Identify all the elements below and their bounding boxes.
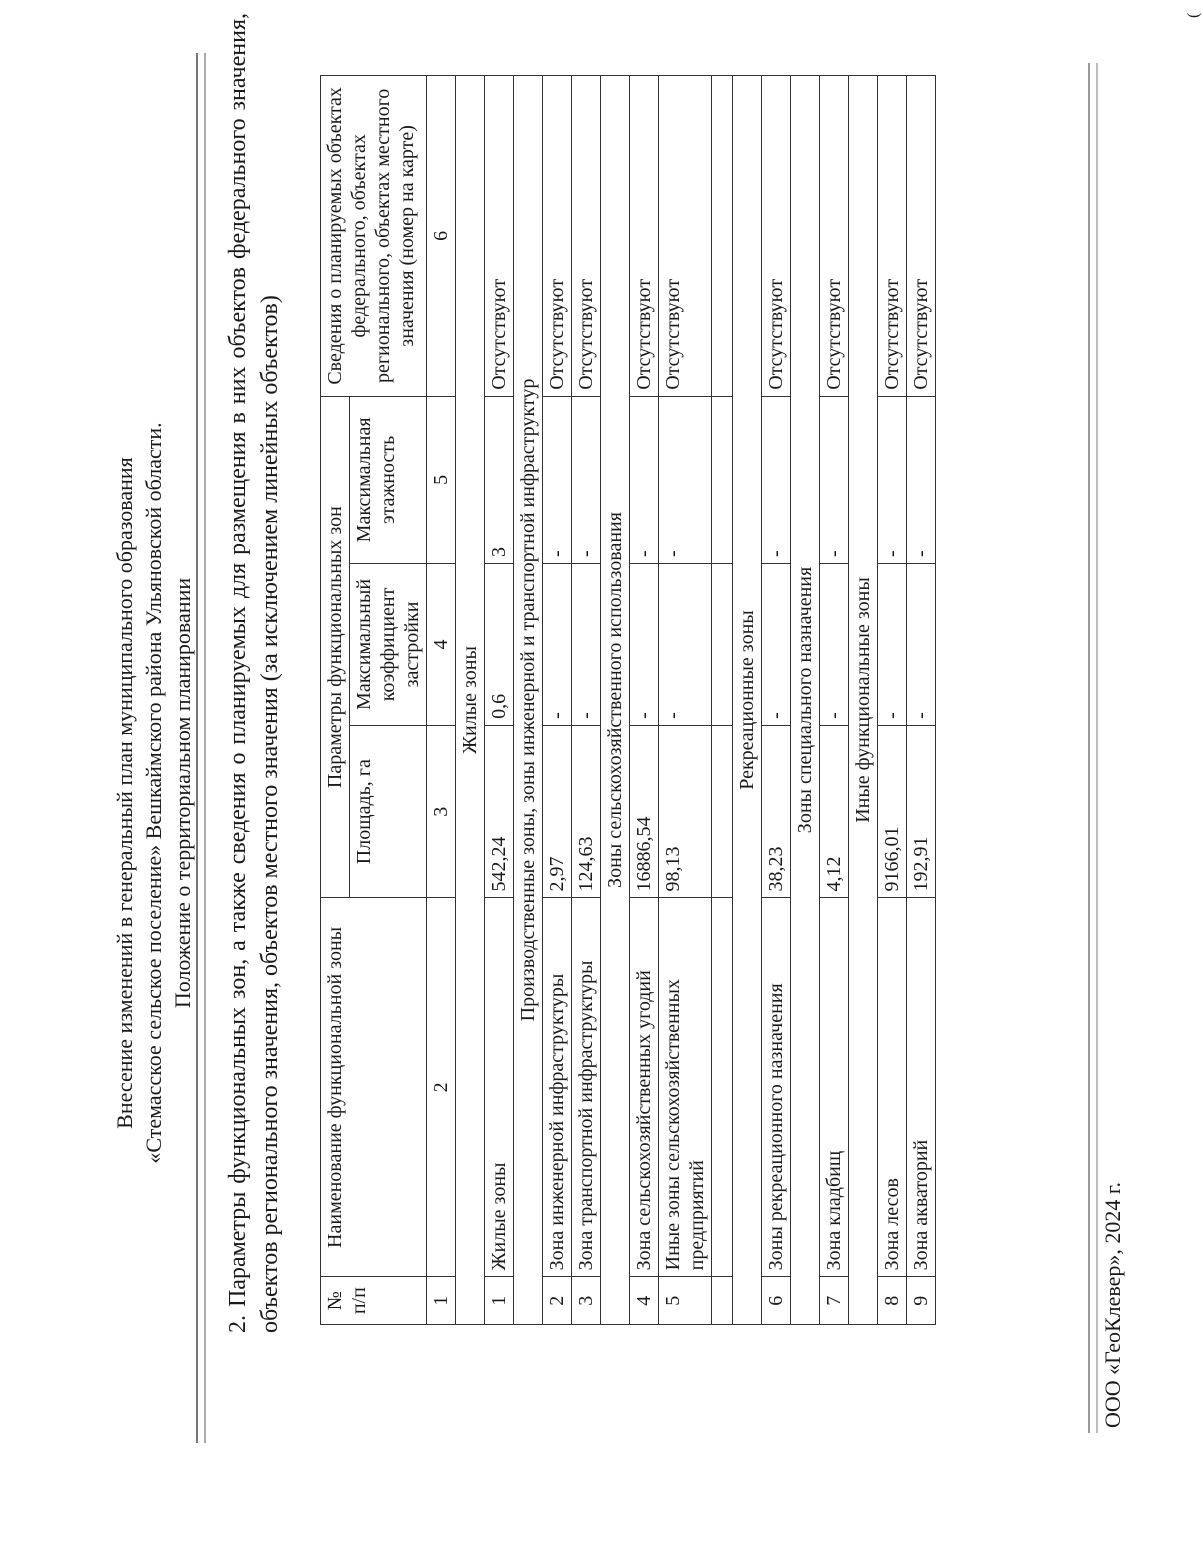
row-area: 4,12	[820, 725, 849, 898]
row-info: Отсутствуют	[630, 76, 659, 397]
section-heading: 2. Параметры функциональных зон, а также сведения о планируемых для размещения в них объектов федерального значения, объектов регионального значения, объектов местного значения (за исключением линейных объектов)	[225, 13, 283, 1333]
row-coef: -	[659, 563, 712, 725]
row-name: Зона акваторий	[907, 898, 936, 1277]
row-name: Зона кладбищ	[820, 898, 849, 1277]
column-number-row	[427, 76, 456, 1325]
row-info: Отсутствуют	[485, 76, 514, 397]
row-info: Отсутствуют	[907, 76, 936, 397]
table-row	[762, 76, 791, 1325]
section-row: Зоны сельскохозяйственного использования	[601, 76, 630, 1325]
row-name: Зона транспортной инфраструктуры	[572, 898, 601, 1277]
section-row: Производственные зоны, зоны инженерной и транспортной инфраструктур	[514, 76, 543, 1325]
row-floors: -	[572, 396, 601, 563]
col-num: 1	[427, 1277, 456, 1325]
row-num: 1	[485, 1277, 514, 1325]
row-num: 4	[630, 1277, 659, 1325]
row-info: Отсутствуют	[820, 76, 849, 397]
row-area: 9166,01	[878, 725, 907, 898]
row-info: Отсутствуют	[659, 76, 712, 397]
header-line-2: «Стемасское сельское поселение» Вешкаймского района Ульяновской области.	[141, 422, 166, 1164]
col-header-params: Параметры функциональных зон	[321, 396, 350, 898]
row-floors: -	[878, 396, 907, 563]
row-area: 542,24	[485, 725, 514, 898]
row-name: Жилые зоны	[485, 898, 514, 1277]
row-area: 192,91	[907, 725, 936, 898]
row-info: Отсутствуют	[572, 76, 601, 397]
row-coef: -	[630, 563, 659, 725]
row-area: 2,97	[543, 725, 572, 898]
row-num: 5	[659, 1277, 712, 1325]
row-num: 6	[762, 1277, 791, 1325]
row-coef: -	[572, 563, 601, 725]
row-coef: -	[878, 563, 907, 725]
section-row: Зоны специального назначения	[791, 76, 820, 1325]
section-row: Жилые зоны	[456, 76, 485, 1325]
row-num: 8	[878, 1277, 907, 1325]
row-name: Иные зоны сельскохозяйственных предприятий	[659, 898, 712, 1277]
row-num: 7	[820, 1277, 849, 1325]
footer-company: ООО «ГеоКлевер», 2024 г.	[1100, 1182, 1125, 1428]
row-coef: -	[907, 563, 936, 725]
row-area: 124,63	[572, 725, 601, 898]
table-row	[907, 76, 936, 1325]
row-floors: -	[543, 396, 572, 563]
section-row: Иные функциональные зоны	[849, 76, 878, 1325]
row-floors: -	[659, 396, 712, 563]
col-num: 6	[427, 76, 456, 397]
col-num: 3	[427, 725, 456, 898]
row-coef: -	[762, 563, 791, 725]
col-header-num: № п/п	[321, 1277, 427, 1325]
row-area: 16886,54	[630, 725, 659, 898]
row-area: 38,23	[762, 725, 791, 898]
table-row	[630, 76, 659, 1325]
page-edge-mark: (	[1185, 12, 1202, 18]
col-num: 2	[427, 898, 456, 1277]
row-name: Зона лесов	[878, 898, 907, 1277]
col-header-info: Сведения о планируемых объектах федерального, объектах регионального, объектах местного значения (номер на карте)	[321, 76, 427, 397]
row-name: Зона инженерной инфраструктуры	[543, 898, 572, 1277]
row-info: Отсутствуют	[762, 76, 791, 397]
document-header	[110, 93, 197, 1493]
row-area: 98,13	[659, 725, 712, 898]
row-num: 2	[543, 1277, 572, 1325]
row-coef: -	[820, 563, 849, 725]
header-line-3: Положение о территориальном планировании	[170, 577, 195, 1009]
table-row	[820, 76, 849, 1325]
functional-zones-table	[320, 75, 936, 1325]
row-floors: -	[762, 396, 791, 563]
table-row	[572, 76, 601, 1325]
row-floors: -	[630, 396, 659, 563]
table-row	[659, 76, 712, 1325]
row-num: 3	[572, 1277, 601, 1325]
row-name: Зона сельскохозяйственных угодий	[630, 898, 659, 1277]
table-row	[878, 76, 907, 1325]
row-info: Отсутствуют	[543, 76, 572, 397]
col-header-coef: Максимальный коэффициент застройки	[350, 563, 427, 725]
footer-rule	[1088, 63, 1098, 1433]
col-header-area: Площадь, га	[350, 725, 427, 898]
row-num: 9	[907, 1277, 936, 1325]
table-row	[485, 76, 514, 1325]
col-header-name: Наименование функциональной зоны	[321, 898, 427, 1277]
row-name: Зоны рекреационного назначения	[762, 898, 791, 1277]
row-floors: 3	[485, 396, 514, 563]
table-row	[543, 76, 572, 1325]
header-line-1: Внесение изменений в генеральный план муниципального образования	[112, 457, 137, 1129]
row-info: Отсутствуют	[878, 76, 907, 397]
col-num: 5	[427, 396, 456, 563]
col-header-floors: Максимальная этажность	[350, 396, 427, 563]
row-floors: -	[907, 396, 936, 563]
row-coef: -	[543, 563, 572, 725]
col-num: 4	[427, 563, 456, 725]
header-rule	[196, 53, 206, 1443]
section-row: Рекреационные зоны	[733, 76, 762, 1325]
row-floors: -	[820, 396, 849, 563]
row-coef: 0,6	[485, 563, 514, 725]
